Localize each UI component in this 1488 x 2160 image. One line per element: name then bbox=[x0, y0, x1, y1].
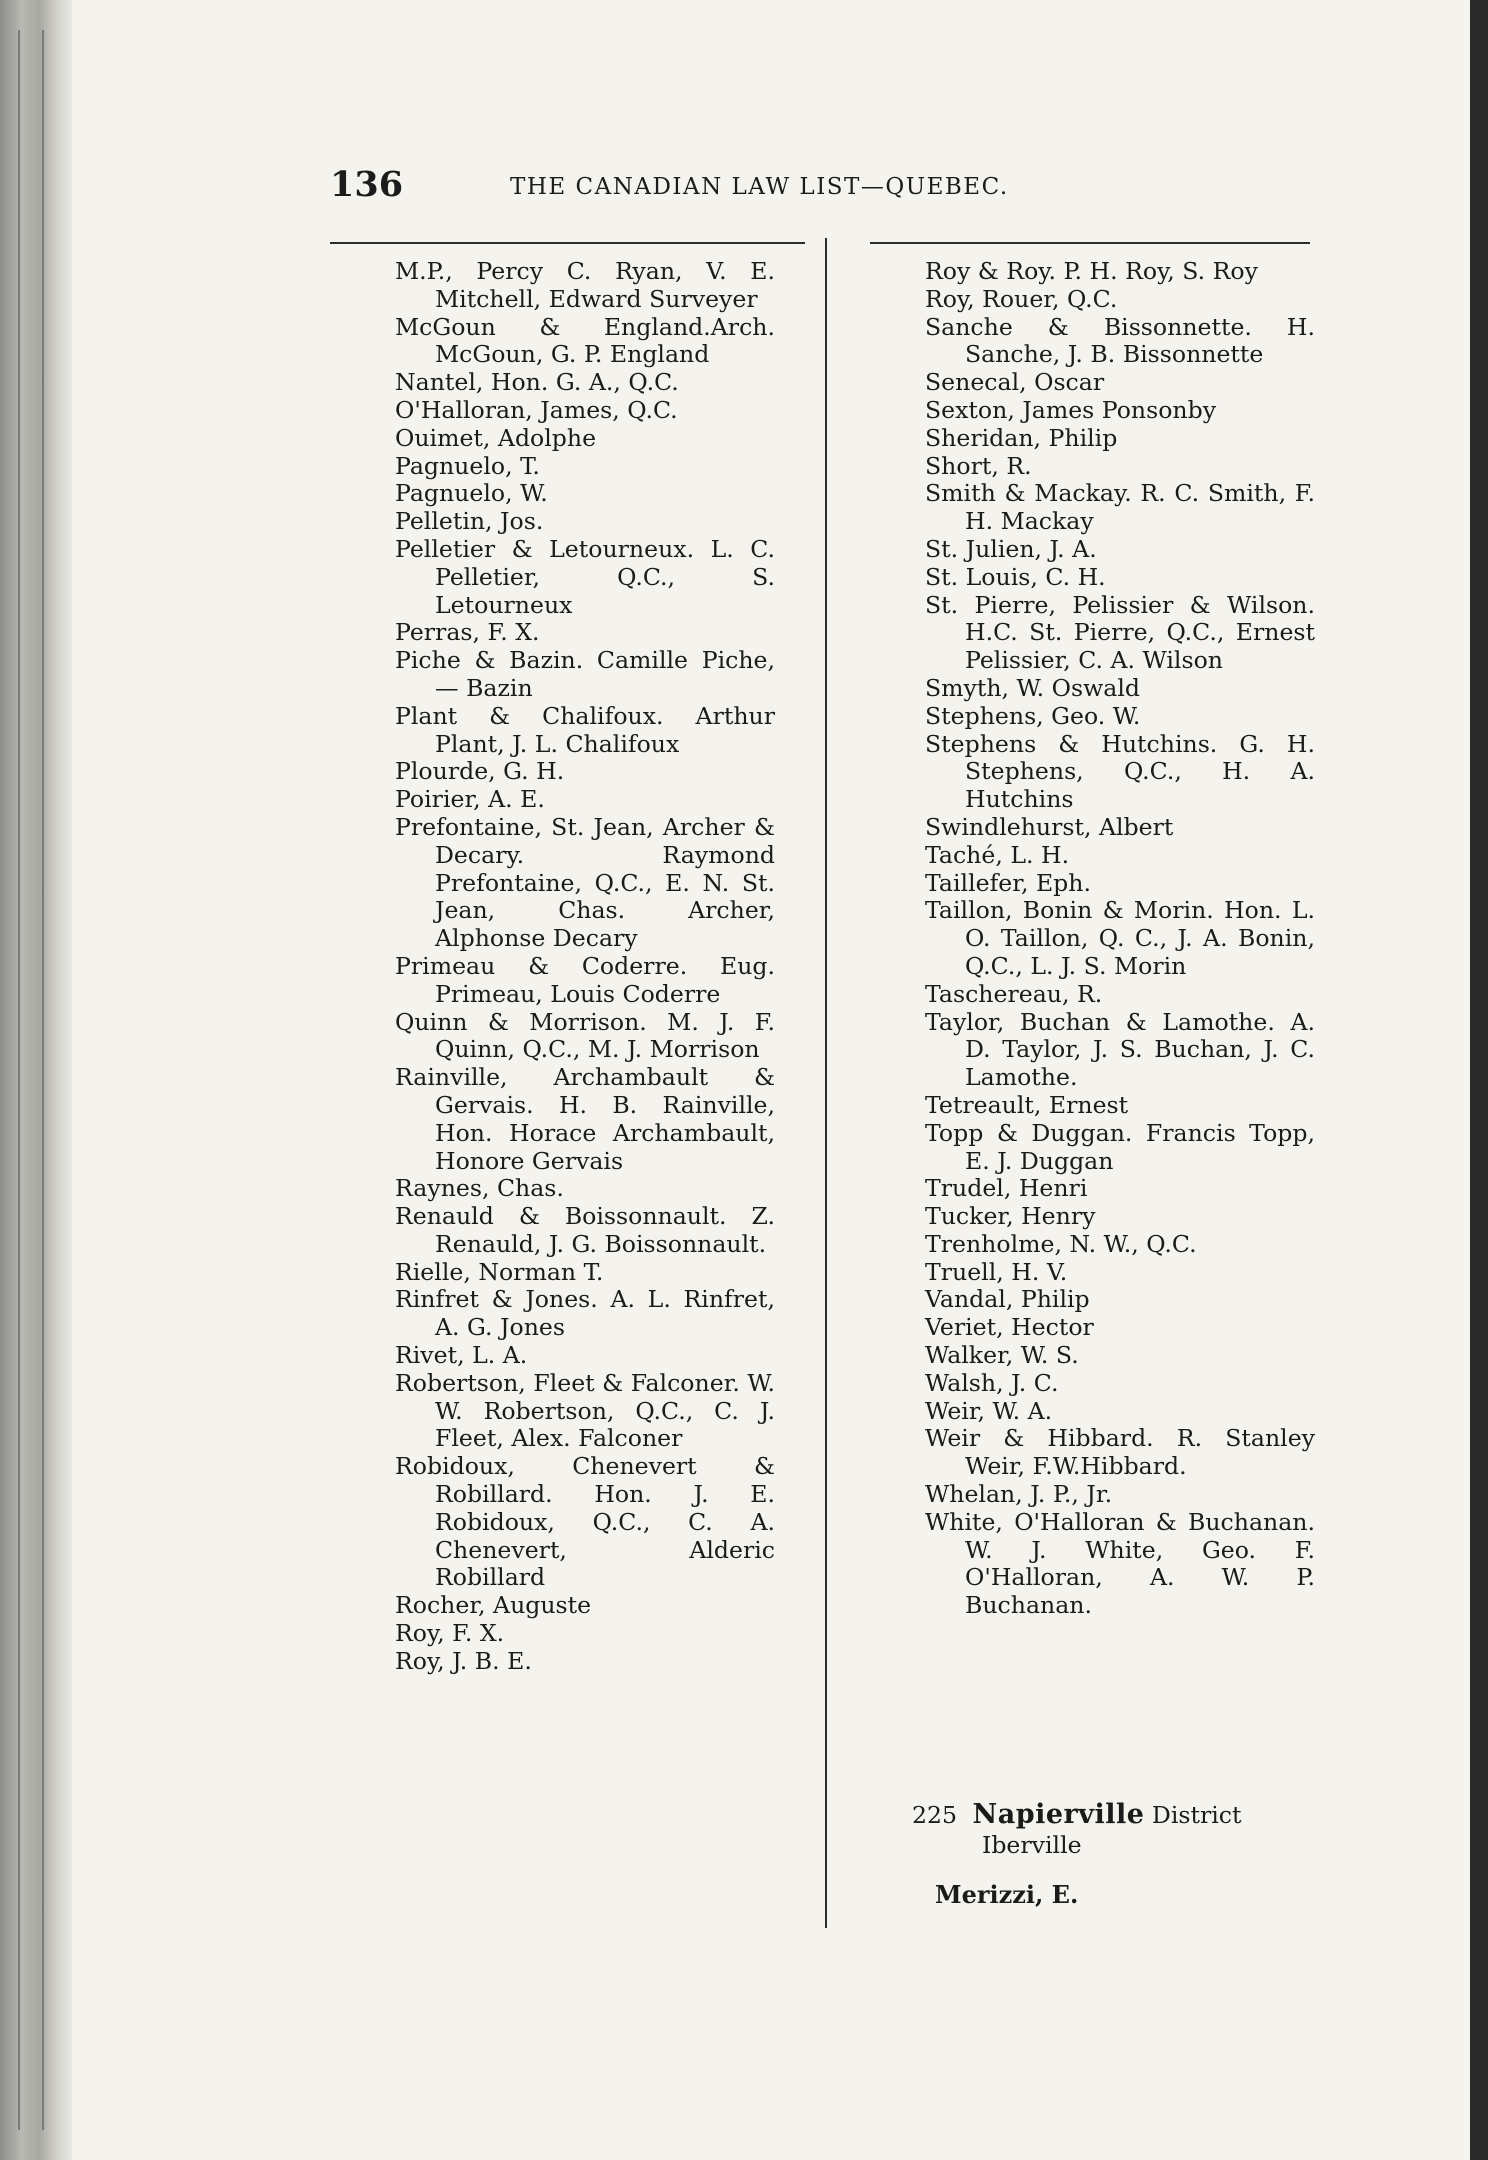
list-item: Trenholme, N. W., Q.C. bbox=[925, 1229, 1197, 1258]
list-item: Taillon, Bonin & Morin. Hon. L. O. Taillon, Q. C., J. A. Bonin, Q.C., L. J. S. Morin bbox=[925, 896, 1315, 980]
list-item: Taylor, Buchan & Lamothe. A. D. Taylor, J. S. Buchan, J. C. Lamothe. bbox=[925, 1007, 1315, 1092]
list-item: Taschereau, R. bbox=[925, 979, 1103, 1008]
district-name: Napierville bbox=[972, 1799, 1145, 1830]
list-item: Whelan, J. P., Jr. bbox=[925, 1480, 1113, 1509]
header-rule-left bbox=[330, 242, 805, 244]
list-item: St. Louis, C. H. bbox=[925, 562, 1106, 591]
district-sub: Iberville bbox=[982, 1831, 1082, 1859]
list-item: Weir, W. A. bbox=[925, 1396, 1053, 1425]
list-item: Sheridan, Philip bbox=[925, 423, 1118, 452]
page-edge-line bbox=[18, 30, 20, 2130]
list-item: Perras, F. X. bbox=[395, 618, 540, 647]
list-item: Rocher, Auguste bbox=[395, 1591, 592, 1620]
list-item: Veriet, Hector bbox=[925, 1313, 1094, 1342]
list-item: Stephens & Hutchins. G. H. Stephens, Q.C., H. A. Hutchins bbox=[925, 729, 1315, 814]
list-item: Primeau & Coderre. Eug. Primeau, Louis Coderre bbox=[395, 951, 775, 1008]
left-column bbox=[395, 258, 775, 1676]
list-item: Robertson, Fleet & Falconer. W. W. Robertson, Q.C., C. J. Fleet, Alex. Falconer bbox=[395, 1368, 775, 1453]
list-item: M.P., Percy C. Ryan, V. E. Mitchell, Edward Surveyer bbox=[395, 257, 775, 313]
list-item: Taché, L. H. bbox=[925, 840, 1070, 869]
list-item: Pagnuelo, T. bbox=[395, 451, 540, 480]
list-item: Rinfret & Jones. A. L. Rinfret, A. G. Jones bbox=[395, 1285, 775, 1342]
list-item: Truell, H. V. bbox=[925, 1257, 1068, 1286]
right-column bbox=[925, 258, 1315, 1620]
list-item: Ouimet, Adolphe bbox=[395, 423, 597, 452]
page-header bbox=[330, 164, 1130, 214]
list-item: Topp & Duggan. Francis Topp, E. J. Duggan bbox=[925, 1118, 1315, 1175]
page-number: 136 bbox=[330, 164, 404, 205]
district-heading bbox=[912, 1800, 1312, 1860]
list-item: Plourde, G. H. bbox=[395, 757, 565, 786]
list-item: Roy, F. X. bbox=[395, 1619, 505, 1648]
list-item: Poirier, A. E. bbox=[395, 785, 545, 814]
list-item: Taillefer, Eph. bbox=[925, 868, 1091, 897]
list-item: Smyth, W. Oswald bbox=[925, 673, 1141, 702]
list-item: Swindlehurst, Albert bbox=[925, 812, 1174, 841]
list-item: Short, R. bbox=[925, 451, 1032, 480]
list-item: Robidoux, Chenevert & Robillard. Hon. J. E. Robidoux, Q.C., C. A. Chenevert, Alderic Robillard bbox=[395, 1452, 775, 1592]
list-item: Nantel, Hon. G. A., Q.C. bbox=[395, 368, 679, 397]
list-item: McGoun & England.Arch. McGoun, G. P. England bbox=[395, 312, 775, 369]
list-item: Vandal, Philip bbox=[925, 1285, 1090, 1314]
list-item: Renauld & Boissonnault. Z. Renauld, J. G. Boissonnault. bbox=[395, 1202, 775, 1258]
list-item: St. Julien, J. A. bbox=[925, 534, 1097, 563]
list-item: Raynes, Chas. bbox=[395, 1174, 564, 1203]
district-number: 225 bbox=[912, 1801, 958, 1829]
list-item: Roy & Roy. P. H. Roy, S. Roy bbox=[925, 257, 1258, 285]
list-item: White, O'Halloran & Buchanan. W. J. White, Geo. F. O'Halloran, A. W. P. Buchanan. bbox=[925, 1507, 1315, 1620]
list-item: Sanche & Bissonnette. H. Sanche, J. B. Bissonnette bbox=[925, 312, 1315, 369]
list-item: Pelletier & Letourneux. L. C. Pelletier, Q.C., S. Letourneux bbox=[395, 534, 775, 619]
list-item: Prefontaine, St. Jean, Archer & Decary. Raymond Prefontaine, Q.C., E. N. St. Jean, Chas. Archer, Alphonse Decary bbox=[395, 812, 775, 953]
list-item: Tetreault, Ernest bbox=[925, 1090, 1129, 1119]
page-edge-line bbox=[42, 30, 44, 2130]
column-divider bbox=[825, 238, 827, 1928]
list-item: St. Pierre, Pelissier & Wilson. H.C. St. Pierre, Q.C., Ernest Pelissier, C. A. Wilson bbox=[925, 590, 1315, 675]
list-item: Roy, Rouer, Q.C. bbox=[925, 284, 1118, 313]
running-title: THE CANADIAN LAW LIST—QUEBEC. bbox=[510, 174, 1009, 200]
list-item: Walsh, J. C. bbox=[925, 1368, 1059, 1397]
list-item: Roy, J. B. E. bbox=[395, 1646, 532, 1675]
header-rule-right bbox=[870, 242, 1310, 244]
list-item: Pelletin, Jos. bbox=[395, 507, 544, 536]
list-item: Tucker, Henry bbox=[925, 1202, 1096, 1231]
list-item: Walker, W. S. bbox=[925, 1341, 1079, 1370]
list-item: Piche & Bazin. Camille Piche, — Bazin bbox=[395, 646, 775, 702]
list-item: O'Halloran, James, Q.C. bbox=[395, 395, 678, 424]
list-item: Quinn & Morrison. M. J. F. Quinn, Q.C., M. J. Morrison bbox=[395, 1007, 775, 1064]
list-item: Plant & Chalifoux. Arthur Plant, J. L. Chalifoux bbox=[395, 701, 775, 758]
list-item: Rielle, Norman T. bbox=[395, 1257, 604, 1286]
list-item: Stephens, Geo. W. bbox=[925, 701, 1141, 730]
list-item: Rainville, Archambault & Gervais. H. B. Rainville, Hon. Horace Archambault, Honore Gervais bbox=[395, 1063, 775, 1175]
list-item: Rivet, L. A. bbox=[395, 1341, 528, 1370]
district-entry: Merizzi, E. bbox=[935, 1880, 1079, 1909]
district-label: District bbox=[1151, 1801, 1242, 1829]
list-item: Sexton, James Ponsonby bbox=[925, 395, 1217, 424]
list-item: Weir & Hibbard. R. Stanley Weir, F.W.Hibbard. bbox=[925, 1424, 1315, 1481]
book-edge bbox=[0, 0, 72, 2160]
list-item: Trudel, Henri bbox=[925, 1174, 1088, 1203]
list-item: Smith & Mackay. R. C. Smith, F. H. Mackay bbox=[925, 479, 1315, 536]
list-item: Pagnuelo, W. bbox=[395, 479, 548, 508]
list-item: Senecal, Oscar bbox=[925, 368, 1105, 397]
